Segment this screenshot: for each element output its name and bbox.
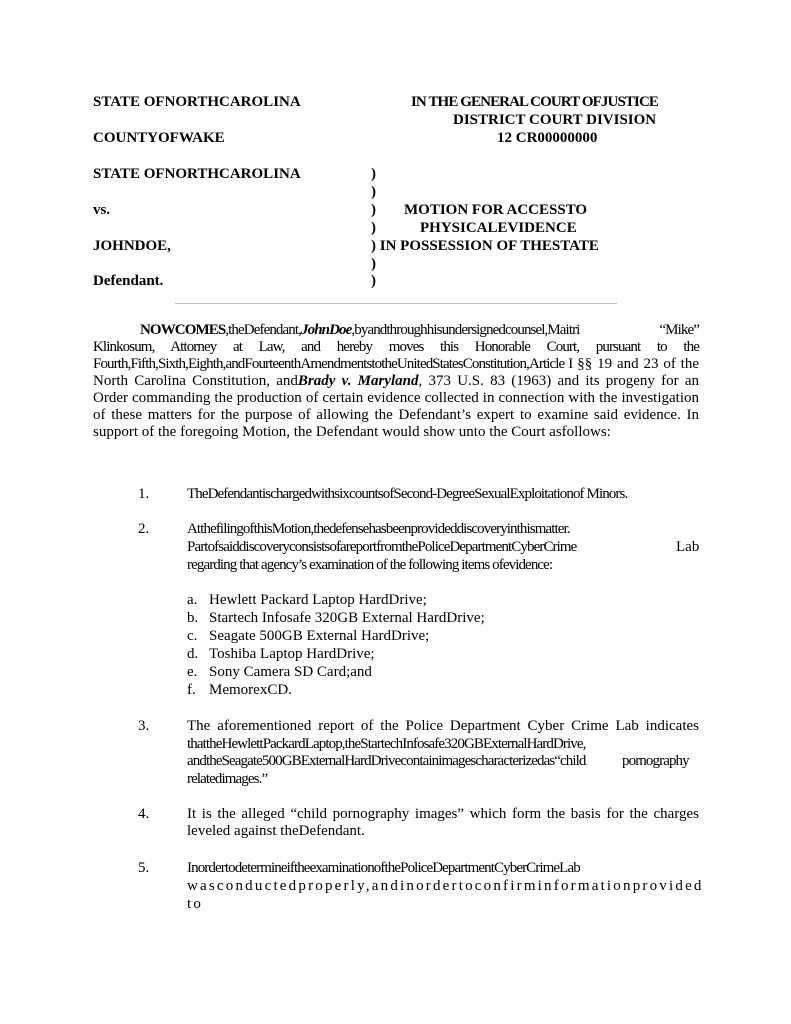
evidence-item — [187, 664, 372, 681]
evidence-letter: e. — [187, 664, 198, 680]
party-state: STATE OFNORTHCAROLINA — [93, 166, 301, 182]
defendant-name: JOHNDOE, — [93, 238, 171, 254]
evidence-item — [187, 682, 292, 699]
item-5-line: wasconductedproperly,andinordertoconfirminformationprovided — [187, 878, 704, 894]
intro-text: , 373 U.S. 83 (1963) and its progeny for an Order commanding the production of certain evidence collected in connection with the investigation of these matters for the purpose of allowing the Defendant’s expert to examine said evidence. In support of the foregoing Motion, the Defendant would show unto the Court asfollows: — [93, 373, 700, 440]
intro-text: §§ 19 and 23 of the North Carolina Constitution, and — [93, 356, 699, 389]
evidence-item — [187, 610, 485, 627]
item-3-line: relatedimages.” — [187, 771, 268, 787]
item-3-line: andtheSeagate500GBExternalHardDrivecontainimagescharacterizedas“child — [187, 753, 586, 769]
court-name: IN THE GENERAL COURT OFJUSTICE — [411, 94, 658, 110]
item-2-line: AtthefilingofthisMotion,thedefensehasbeenprovideddiscoveryinthismatter. — [187, 521, 570, 537]
evidence-letter: f. — [187, 682, 196, 698]
item-number: 4. — [138, 806, 150, 822]
motion-title-line2: PHYSICALEVIDENCE — [420, 220, 577, 236]
caption-paren: ) — [371, 184, 376, 200]
evidence-text: Sony Camera SD Card;and — [209, 664, 372, 680]
intro-paragraph — [93, 322, 699, 441]
evidence-text: MemorexCD. — [209, 682, 292, 698]
intro-text: Fourth,Fifth,Sixth,Eighth,andFourteenthAmendmentstotheUnitedStatesConstitution,Article I — [93, 356, 573, 372]
caption-state: STATE OFNORTHCAROLINA — [93, 94, 301, 110]
item-1-text: TheDefendantischargedwithsixcountsofSecond-DegreeSexualExploitationof Minors. — [187, 486, 628, 502]
defendant-label: Defendant. — [93, 273, 164, 289]
evidence-item — [187, 646, 375, 663]
evidence-text: Hewlett Packard Laptop HardDrive; — [209, 592, 427, 608]
court-division: DISTRICT COURT DIVISION — [453, 112, 657, 128]
caption-county: COUNTYOFWAKE — [93, 130, 225, 146]
item-number: 3. — [138, 718, 150, 734]
item-number: 5. — [138, 860, 150, 876]
motion-title-line1: MOTION FOR ACCESSTO — [404, 202, 588, 218]
item-3-line: pornography — [622, 753, 689, 769]
case-citation: Brady v. Maryland — [297, 373, 419, 389]
item-2-line: regarding that agency’s examination of the following items ofevidence: — [187, 557, 553, 573]
evidence-letter: d. — [187, 646, 199, 662]
intro-text: ,theDefendant, — [225, 322, 302, 338]
caption-paren: ) — [371, 220, 376, 236]
defendant-name-italic: JohnDoe — [301, 322, 352, 338]
item-3-line: thattheHewlettPackardLaptop,theStartechInfosafe320GBExternalHardDrive, — [187, 736, 586, 752]
caption-divider — [175, 303, 617, 304]
caption-paren: ) — [371, 166, 376, 182]
evidence-letter: a. — [187, 592, 198, 608]
item-2-line: PartofsaiddiscoveryconsistsofareportfromthePoliceDepartmentCyberCrime — [187, 539, 577, 555]
motion-title-line3: ) IN POSSESSION OF THESTATE — [371, 238, 599, 254]
item-3-line: The aforementioned report of the Police Department Cyber Crime Lab indicates — [187, 718, 699, 734]
case-number: 12 CR00000000 — [497, 130, 598, 146]
evidence-text: Seagate 500GB External HardDrive; — [209, 628, 430, 644]
item-2-line: Lab — [676, 539, 700, 555]
intro-text: ,byandthroughhisundersignedcounsel,Maitri “Mike” Klinkosum, Attorney at Law, and hereby moves this Honorable Court, pursuant to the — [93, 322, 699, 355]
now-comes: NOWCOMES — [140, 322, 226, 338]
evidence-letter: b. — [187, 610, 199, 626]
item-5-line: to — [187, 896, 204, 912]
item-4-text: It is the alleged “child pornography images” which form the basis for the charges leveled against theDefendant. — [187, 806, 699, 839]
evidence-item — [187, 628, 429, 645]
item-number: 2. — [138, 521, 150, 537]
item-number: 1. — [138, 486, 150, 502]
evidence-text: Toshiba Laptop HardDrive; — [209, 646, 375, 662]
versus: vs. — [93, 202, 111, 218]
evidence-text: Startech Infosafe 320GB External HardDrive; — [209, 610, 485, 626]
item-5-line: InordertodetermineiftheexaminationofthePoliceDepartmentCyberCrimeLab — [187, 860, 580, 876]
evidence-letter: c. — [187, 628, 198, 644]
evidence-item — [187, 592, 427, 609]
caption-paren: ) — [371, 256, 376, 272]
caption-paren: ) — [371, 273, 376, 289]
caption-paren: ) — [371, 202, 376, 218]
